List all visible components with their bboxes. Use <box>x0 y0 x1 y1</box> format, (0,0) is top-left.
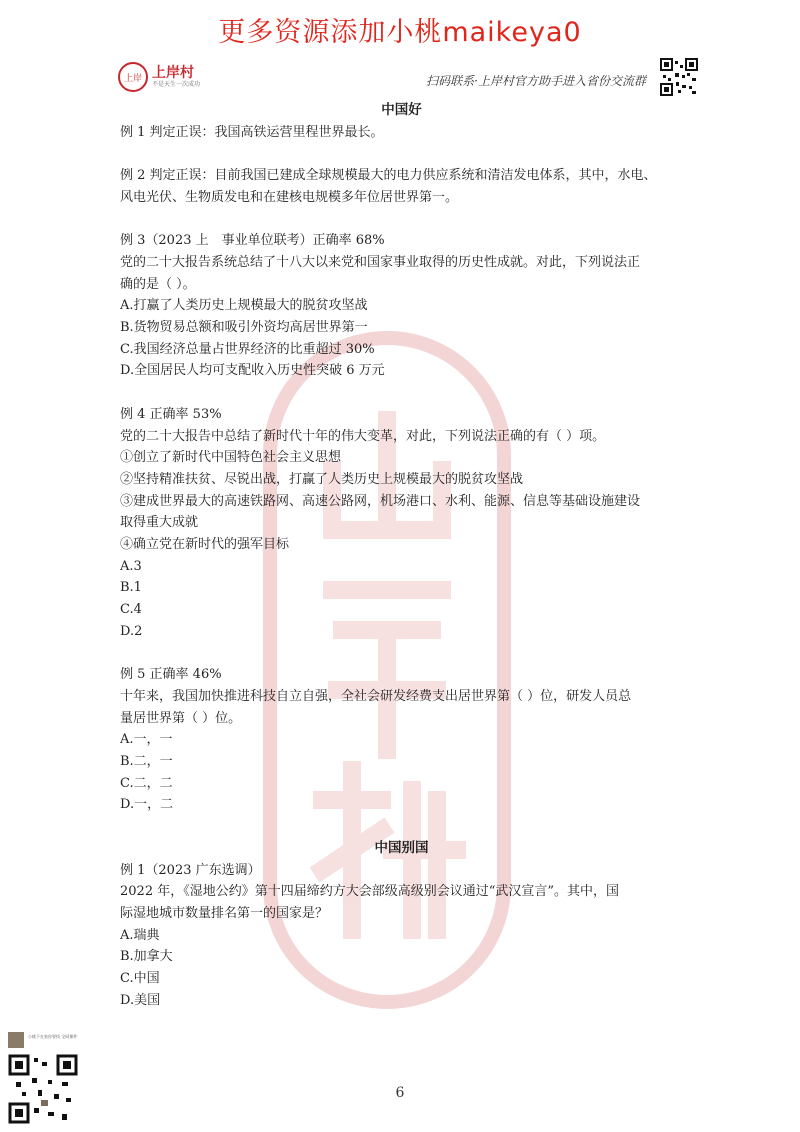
text-line: 例 2 判定正误：目前我国已建成全球规模最大的电力供应系统和清洁发电体系，其中，水电、 <box>120 168 657 184</box>
option-a: A.3 <box>120 558 142 574</box>
text-line: ②坚持精准扶贫、尽锐出战，打赢了人类历史上规模最大的脱贫攻坚战 <box>120 471 524 487</box>
option-c: C.4 <box>120 602 142 618</box>
page-header <box>118 58 698 102</box>
text-line: 党的二十大报告系统总结了十八大以来党和国家事业取得的历史性成就。对此，下列说法正 <box>120 254 641 270</box>
example <box>120 230 683 382</box>
text-line: 2022 年，《湿地公约》第十四届缔约方大会部级高级别会议通过“武汉宣言”。其中，国 <box>120 884 620 900</box>
example <box>120 122 683 144</box>
example <box>120 860 683 1012</box>
text-line: ①创立了新时代中国特色社会主义思想 <box>120 450 342 466</box>
qr-code-icon <box>660 58 698 96</box>
option-b: B.二，一 <box>120 754 173 770</box>
option-b: B.货物贸易总额和吸引外资均高居世界第一 <box>120 320 368 335</box>
option-c: C.我国经济总量占世界经济的比重超过 30% <box>120 341 375 357</box>
section-title: 中国别国 <box>374 839 429 856</box>
example <box>120 165 683 208</box>
text-line: 例 1（2023 广东选调） <box>120 862 261 878</box>
brand-logo <box>118 62 200 92</box>
option-b: B.加拿大 <box>120 949 173 965</box>
option-a: A.一，一 <box>120 732 173 748</box>
text-line: 党的二十大报告中总结了新时代十年的伟大变革，对此，下列说法正确的有（ ）项。 <box>120 428 606 444</box>
option-b: B.1 <box>120 580 142 596</box>
text-line: ④确立党在新时代的强军目标 <box>120 537 290 553</box>
option-d: D.美国 <box>120 992 161 1008</box>
option-d: D.2 <box>120 623 143 639</box>
text-line: 取得重大成就 <box>120 515 199 531</box>
corner-caption: 小桃不在家你要找 全网课件 <box>28 1034 78 1039</box>
text-line: 例 4 正确率 53% <box>120 406 222 422</box>
logo-slogan: 不是天生一次成功 <box>152 81 201 88</box>
option-d: D.全国居民人均可支配收入历史性突破 6 万元 <box>120 363 385 379</box>
example <box>120 404 683 643</box>
text-line: ③建成世界最大的高速铁路网、高速公路网，机场港口、水利、能源、信息等基础设施建设 <box>120 493 641 509</box>
option-a: A.瑞典 <box>120 927 160 943</box>
watermark-text: 更多资源添加小桃maikeya0 <box>218 17 582 48</box>
text-line: 例 3（2023 上 事业单位联考）正确率 68% <box>120 233 385 249</box>
text-line: 际湿地城市数量排名第一的国家是？ <box>120 905 329 921</box>
text-line: 量居世界第（ ）位。 <box>120 710 242 726</box>
document-body <box>120 100 683 1011</box>
header-caption: 扫码联系·上岸村官方助手进入省份交流群 <box>426 74 646 88</box>
section-title: 中国好 <box>381 102 422 118</box>
option-a: A.打赢了人类历史上规模最大的脱贫攻坚战 <box>120 298 368 314</box>
qr-code-icon <box>8 1032 78 1124</box>
text-line: 例 1 判定正误：我国高铁运营里程世界最长。 <box>120 124 384 140</box>
option-c: C.中国 <box>120 971 160 987</box>
logo-seal-icon: 上岸 <box>118 62 148 92</box>
text-line: 确的是（ ）。 <box>120 276 196 292</box>
text-line: 例 5 正确率 46% <box>120 667 222 683</box>
page-number: 6 <box>395 1085 405 1101</box>
option-d: D.一，二 <box>120 797 174 813</box>
option-c: C.二，二 <box>120 775 173 791</box>
text-line: 十年来，我国加快推进科技自立自强，全社会研发经费支出居世界第（ ）位，研发人员总 <box>120 688 632 704</box>
logo-name: 上岸村 <box>152 65 194 81</box>
example <box>120 664 683 816</box>
text-line: 风电光伏、生物质发电和在建核电规模多年位居世界第一。 <box>120 189 459 205</box>
